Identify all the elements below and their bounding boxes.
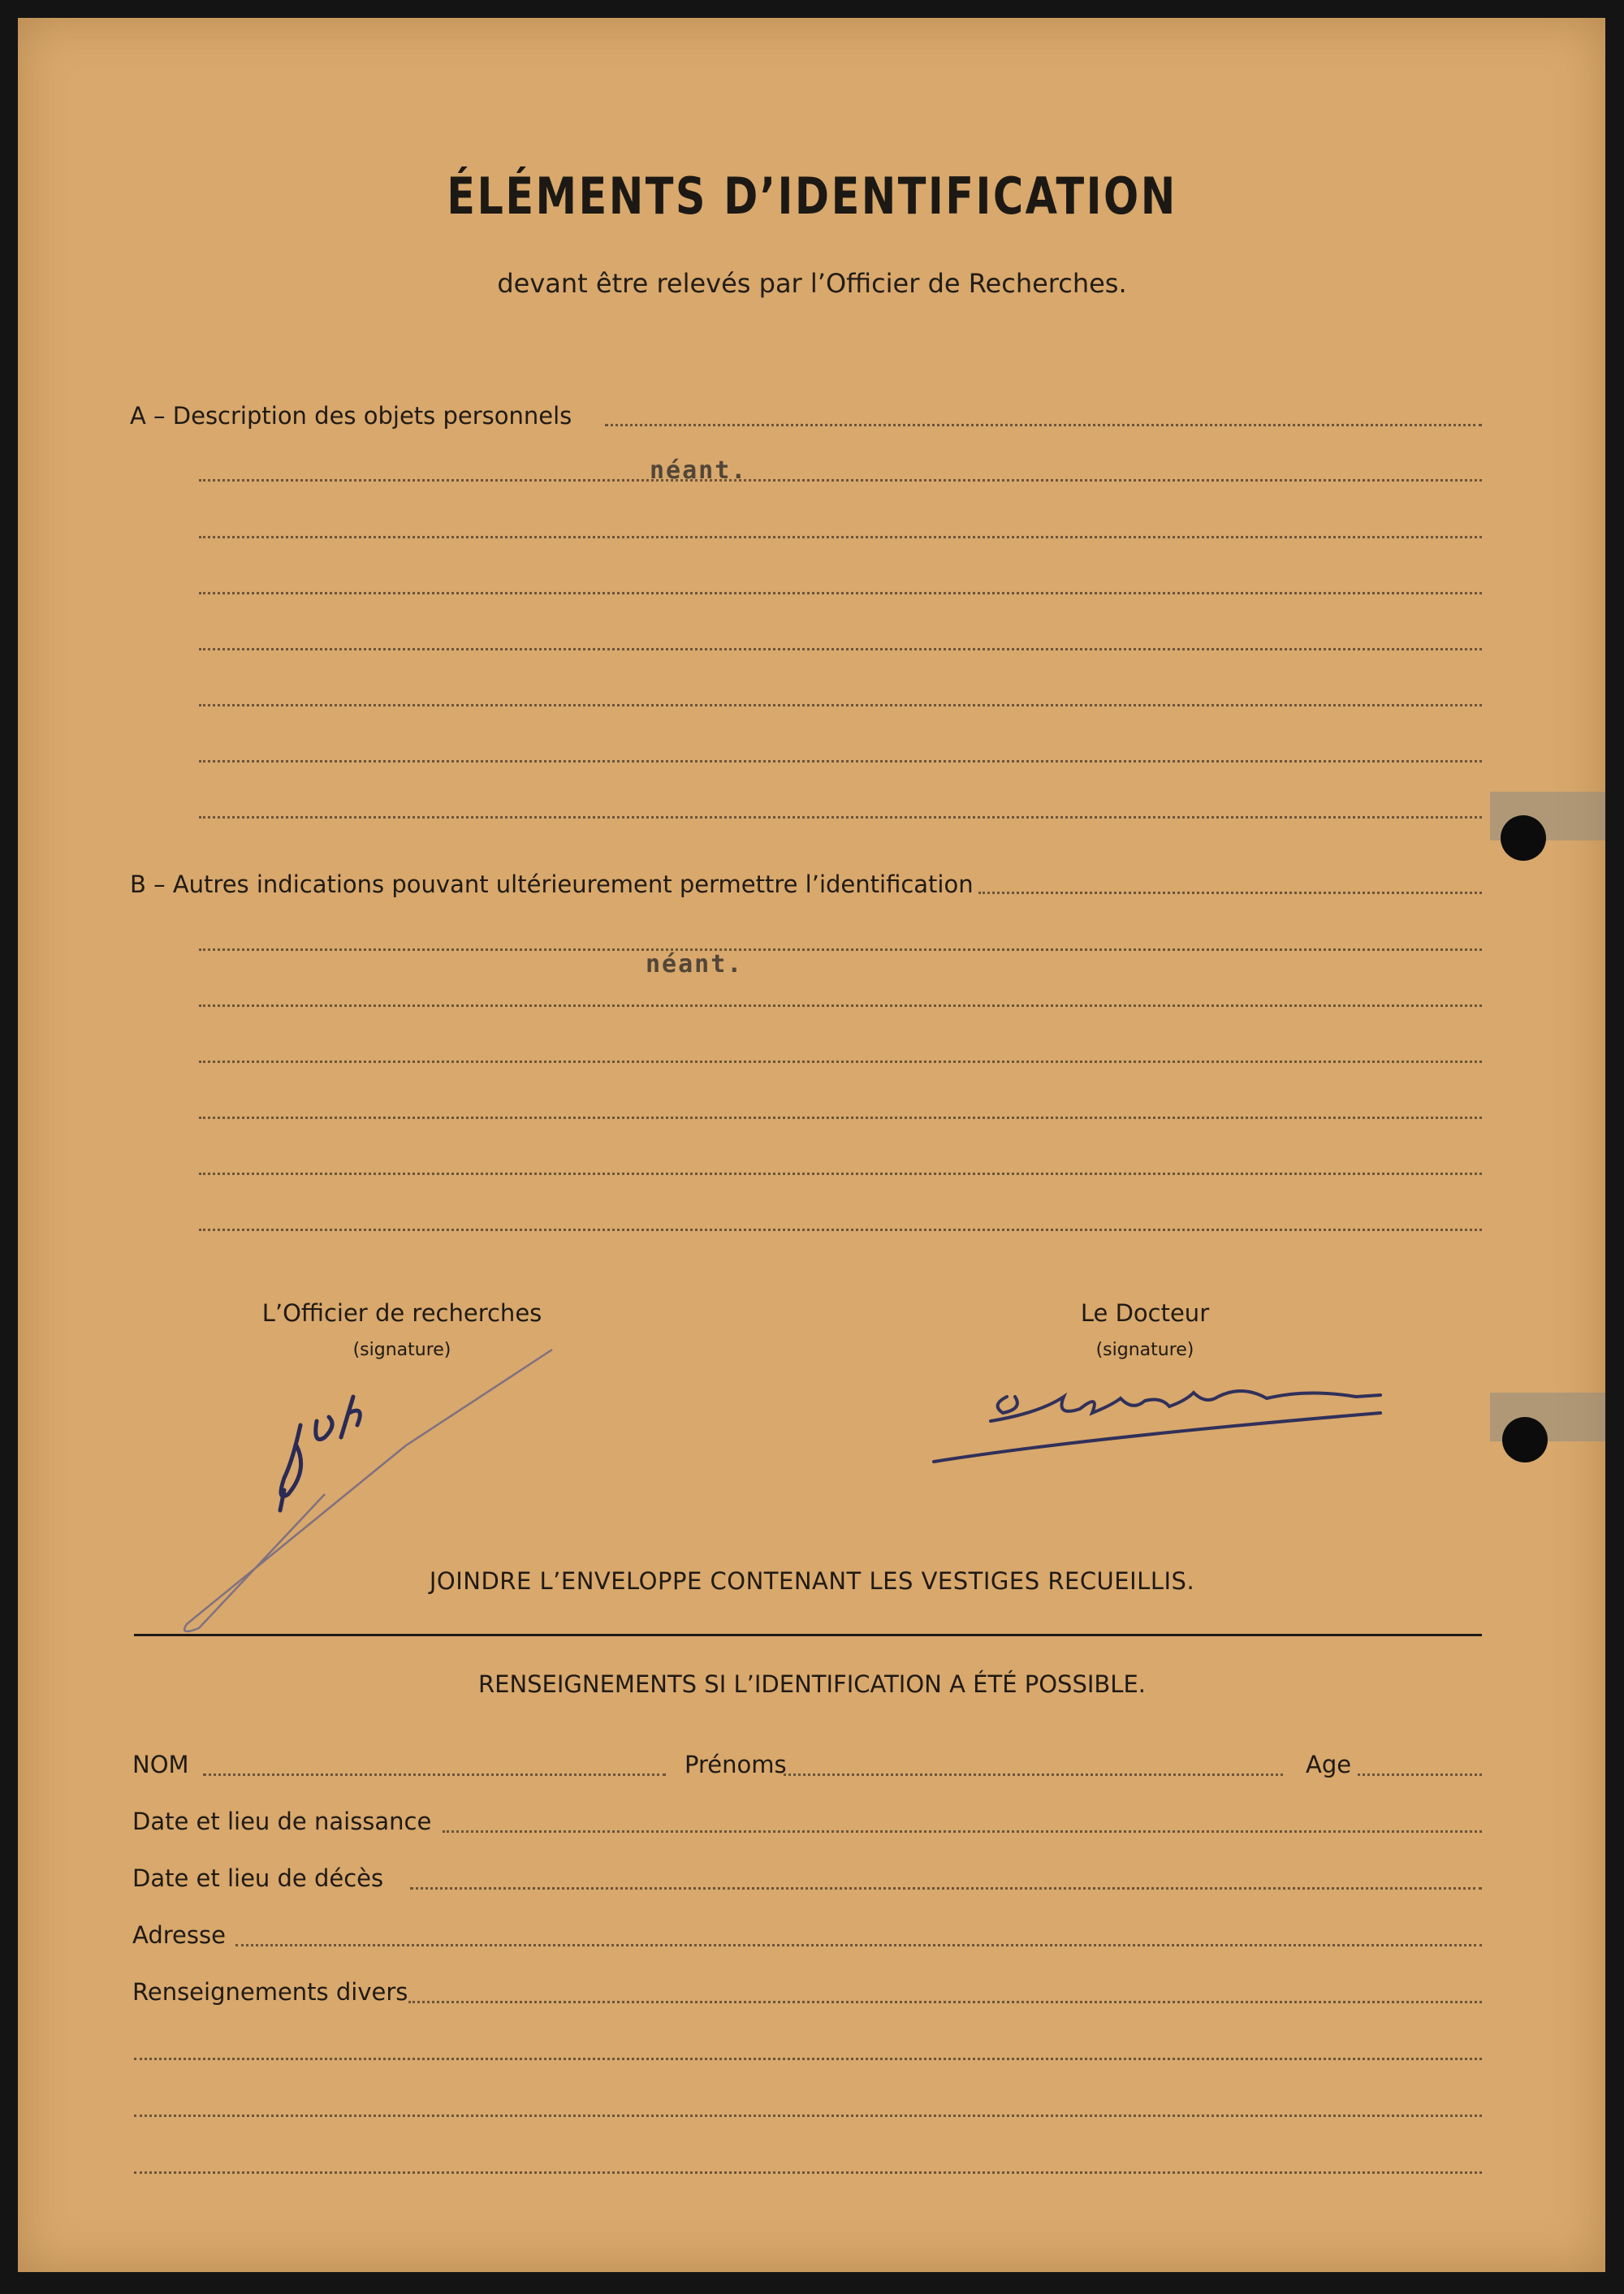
age-label: Age <box>1306 1751 1352 1778</box>
divers-field-line <box>408 2001 1482 2003</box>
doctor-signature-caption: (signature) <box>1095 1340 1194 1360</box>
enclosure-note: JOINDRE L’ENVELOPPE CONTENANT LES VESTIGES RECUEILLIS. <box>429 1567 1195 1595</box>
divers-label: Renseignements divers <box>132 1978 408 2006</box>
page-subtitle: devant être relevés par l’Officier de Recherches. <box>497 268 1127 299</box>
section-b-line <box>199 948 1482 951</box>
section-a-line <box>199 479 1482 482</box>
naissance-field-line <box>443 1830 1482 1833</box>
doctor-signature-mark <box>926 1348 1413 1470</box>
deces-label: Date et lieu de décès <box>132 1864 384 1892</box>
section-b-line <box>199 1173 1482 1175</box>
divers-field-line <box>134 2058 1482 2060</box>
naissance-label: Date et lieu de naissance <box>132 1808 432 1835</box>
adresse-label: Adresse <box>132 1921 226 1949</box>
officer-signature-mark <box>162 1348 585 1648</box>
punch-hole <box>1501 815 1546 861</box>
section-b-label: B – Autres indications pouvant ultérieurement permettre l’identification <box>130 871 974 898</box>
prenoms-label: Prénoms <box>685 1751 787 1778</box>
age-field-line <box>1358 1773 1482 1776</box>
officer-signature-title: L’Officier de recherches <box>261 1299 542 1327</box>
punch-hole <box>1502 1417 1548 1462</box>
prenoms-field-line <box>784 1773 1283 1776</box>
identification-heading: RENSEIGNEMENTS SI L’IDENTIFICATION A ÉTÉ POSSIBLE. <box>477 1670 1147 1698</box>
section-b-line <box>978 892 1482 894</box>
section-a-line <box>199 704 1482 706</box>
section-a-line <box>605 424 1482 426</box>
section-a-typed-value: néant. <box>650 456 748 485</box>
divers-field-line <box>134 2171 1482 2174</box>
adresse-field-line <box>235 1944 1482 1946</box>
officer-signature-caption: (signature) <box>352 1340 451 1360</box>
section-b-line <box>199 1061 1482 1063</box>
section-a-line <box>199 648 1482 650</box>
doctor-signature-title: Le Docteur <box>1080 1299 1210 1327</box>
page-title: ÉLÉMENTS D’IDENTIFICATION <box>447 166 1177 226</box>
deces-field-line <box>410 1887 1482 1890</box>
section-a-line <box>199 760 1482 763</box>
section-a-line <box>199 536 1482 538</box>
section-a-line <box>199 592 1482 594</box>
divers-field-line <box>134 2115 1482 2117</box>
section-b-line <box>199 1229 1482 1231</box>
form-sheet <box>18 18 1605 2272</box>
section-a-line <box>199 816 1482 819</box>
section-b-line <box>199 1117 1482 1119</box>
section-a-label: A – Description des objets personnels <box>130 402 572 430</box>
nom-label: NOM <box>132 1751 189 1778</box>
nom-field-line <box>203 1773 666 1776</box>
section-divider <box>134 1634 1482 1636</box>
section-b-typed-value: néant. <box>646 950 744 979</box>
section-b-line <box>199 1004 1482 1007</box>
